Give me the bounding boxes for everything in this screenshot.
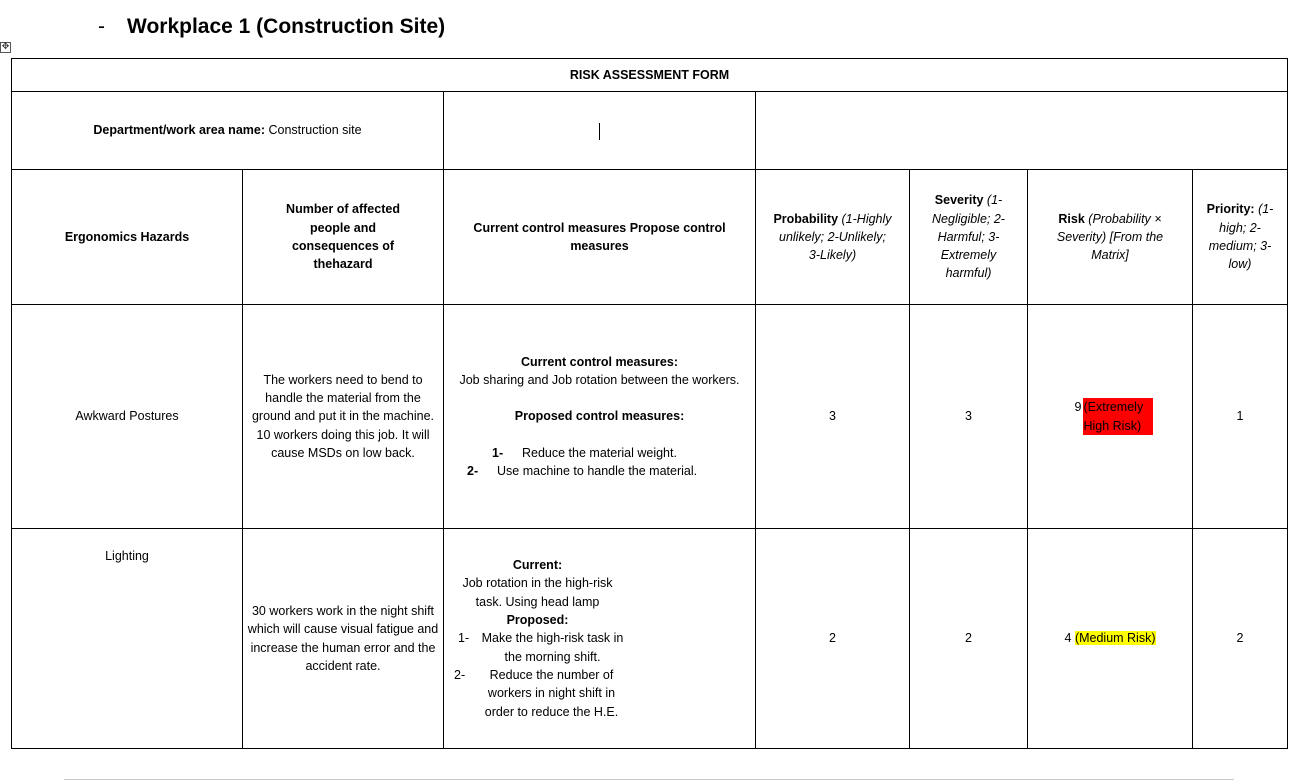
text-cursor: [599, 123, 600, 140]
empty-header-cell: [756, 92, 1288, 170]
heading-bullet: -: [98, 15, 105, 38]
probability-value: 2: [756, 529, 910, 749]
priority-value: 1: [1193, 305, 1288, 529]
current-text: Job rotation in the high-risk task. Using head lamp: [462, 576, 613, 609]
severity-value: 2: [910, 529, 1028, 749]
current-label: Current control measures:: [521, 354, 678, 369]
col-header-risk: [1028, 170, 1193, 305]
list-item: 1- Reduce the material weight.: [492, 445, 677, 460]
affected-cell: The workers need to bend to handle the material from the ground and put it in the machine. 10 workers doing this job. It will cause MSDs on low back.: [243, 305, 444, 529]
department-cell: [12, 92, 444, 170]
risk-value: 9: [1074, 400, 1082, 415]
affected-cell: 30 workers work in the night shift which will cause visual fatigue and increase the human error and the accident rate.: [243, 529, 444, 749]
col-header-probability: [756, 170, 910, 305]
page-divider: [64, 779, 1234, 780]
department-value: Construction site: [265, 123, 362, 138]
form-title: RISK ASSESSMENT FORM: [12, 59, 1288, 92]
severity-scale: (1-Negligible; 2-Harmful; 3-Extremely harmful): [932, 193, 1005, 281]
text-entry-cell[interactable]: [444, 92, 756, 170]
col-header-priority: [1193, 170, 1288, 305]
col-header-severity: [910, 170, 1028, 305]
probability-title: Probability: [773, 211, 839, 226]
controls-cell: [444, 305, 756, 529]
risk-cell: [1028, 305, 1193, 529]
priority-title: Priority:: [1206, 202, 1255, 217]
proposed-list: [450, 629, 625, 720]
department-label: Department/work area name:: [93, 123, 265, 138]
current-label: Current:: [512, 558, 563, 573]
heading-text: Workplace 1 (Construction Site): [127, 15, 446, 38]
move-cross-icon[interactable]: ✥: [1, 42, 10, 52]
hazard-cell: Lighting: [12, 529, 243, 749]
risk-level-badge: (Medium Risk): [1074, 631, 1156, 646]
list-item: 1- Make the high-risk task in the morning shift.: [458, 631, 624, 664]
probability-value: 3: [756, 305, 910, 529]
list-item: 2- Reduce the number of workers in night shift in order to reduce the H.E.: [454, 667, 619, 719]
col-header-hazards: Ergonomics Hazards: [12, 170, 243, 305]
severity-value: 3: [910, 305, 1028, 529]
risk-level-badge: (Extremely High Risk): [1083, 398, 1153, 435]
priority-value: 2: [1193, 529, 1288, 749]
proposed-list: [456, 444, 743, 481]
table-row: [12, 529, 1288, 749]
priority-scale: (1-high; 2-medium; 3-low): [1208, 202, 1274, 272]
probability-scale: (1-Highly unlikely; 2-Unlikely; 3-Likely): [779, 211, 892, 263]
table-row: [12, 305, 1288, 529]
risk-cell: [1028, 529, 1193, 749]
col-header-affected: Number of affected people and consequences of thehazard: [243, 170, 444, 305]
proposed-label: Proposed control measures:: [514, 409, 685, 424]
col-header-controls: Current control measures Propose control measures: [444, 170, 756, 305]
controls-cell: [444, 529, 756, 749]
proposed-label: Proposed:: [506, 613, 569, 628]
list-item: 2- Use machine to handle the material.: [467, 463, 698, 478]
risk-scale: (Probability × Severity) [From the Matrix]: [1056, 211, 1164, 263]
risk-value: 4: [1064, 631, 1072, 646]
page-heading: [98, 15, 445, 39]
hazard-cell: Awkward Postures: [12, 305, 243, 529]
current-text: Job sharing and Job rotation between the workers.: [459, 373, 740, 388]
severity-title: Severity: [934, 193, 984, 208]
risk-title: Risk: [1058, 211, 1085, 226]
risk-assessment-table: [11, 58, 1288, 749]
